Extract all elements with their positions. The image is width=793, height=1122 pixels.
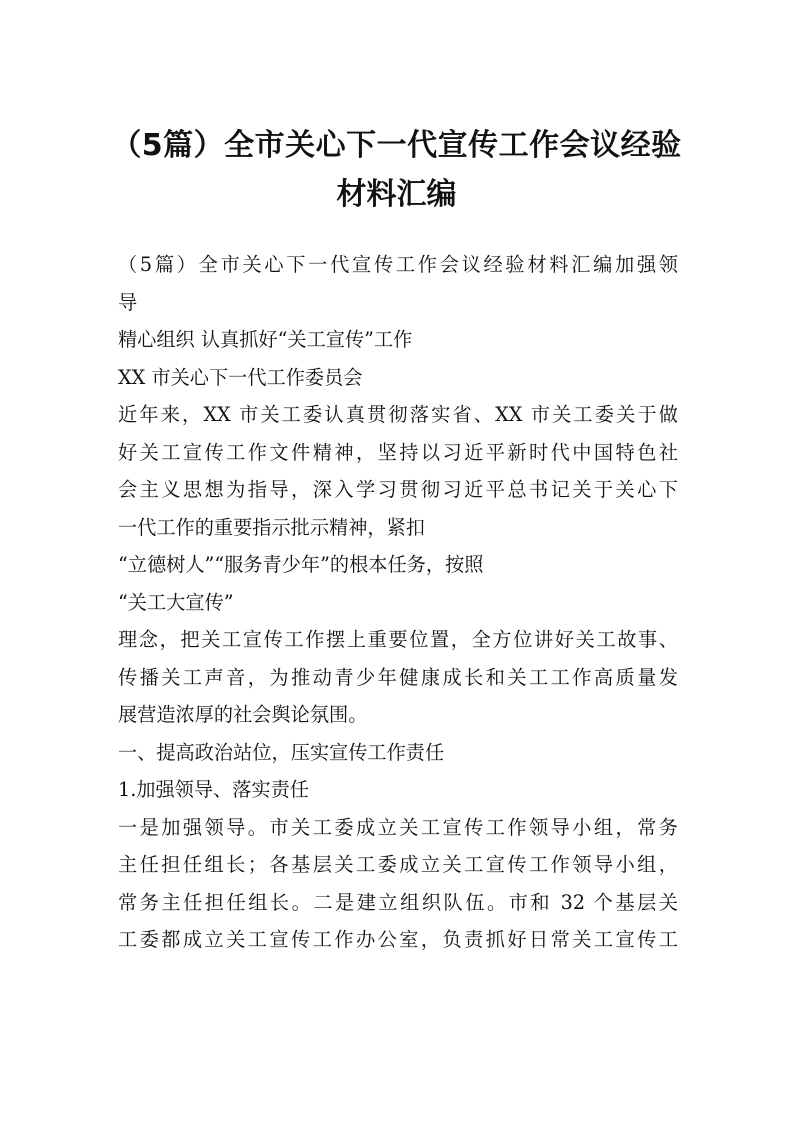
body-line: 精心组织 认真抓好“关工宣传”工作 <box>118 328 413 351</box>
document-title-line-2: 材料汇编 <box>336 177 457 212</box>
document-body <box>118 246 678 959</box>
body-line: 常务主任担任组长。二是建立组织队伍。市和 32 个基层关 <box>118 890 678 914</box>
section-heading: 一、提高政治站位，压实宣传工作责任 <box>118 740 445 764</box>
body-line: （5篇）全市关心下一代宣传工作会议经验材料汇编加强领 <box>118 253 678 276</box>
body-line: 一代工作的重要指示批示精神，紧扣 <box>118 515 425 539</box>
body-line: 好关工宣传工作文件精神，坚持以习近平新时代中国特色社 <box>118 440 678 464</box>
body-line: “关工大宣传” <box>118 590 234 614</box>
body-line: XX 市关心下一代工作委员会 <box>118 365 363 389</box>
body-line: 主任担任组长；各基层关工委成立关工宣传工作领导小组， <box>118 853 678 876</box>
subsection-heading: 1.加强领导、落实责任 <box>118 778 309 801</box>
body-line: 工委都成立关工宣传工作办公室，负责抓好日常关工宣传工 <box>118 928 678 951</box>
body-line: 导 <box>118 290 138 314</box>
body-line: 会主义思想为指导，深入学习贯彻习近平总书记关于关心下 <box>118 478 678 501</box>
body-line: 理念，把关工宣传工作摆上重要位置，全方位讲好关工故事、 <box>118 628 678 651</box>
body-line: 展营造浓厚的社会舆论氛围。 <box>118 703 368 726</box>
document-title-line-1: （5篇）全市关心下一代宣传工作会议经验 <box>111 128 682 163</box>
body-line: “立德树人”“服务青少年”的根本任务，按照 <box>118 553 484 576</box>
body-line: 传播关工声音，为推动青少年健康成长和关工工作高质量发 <box>118 665 678 689</box>
body-line: 一是加强领导。市关工委成立关工宣传工作领导小组，常务 <box>118 815 678 839</box>
body-line: 近年来，XX 市关工委认真贯彻落实省、XX 市关工委关于做 <box>118 403 678 426</box>
